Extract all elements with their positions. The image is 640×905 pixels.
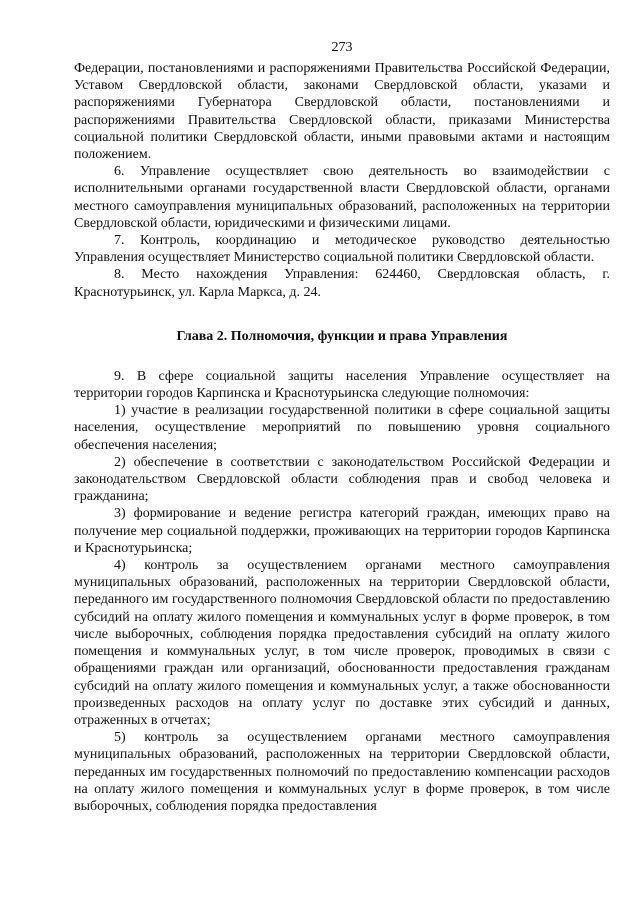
subitem-9-5: 5) контроль за осуществлением органами местного самоуправления муниципальных образований, расположенных на территории Свердловской области, переданных им государственных полномочий по предоставлению компенсации расходов на оплату жилого помещения и коммунальных услуг в форме проверок, в том числе выборочных, соблюдения порядка предоставления	[74, 730, 610, 814]
page-number: 273	[331, 40, 353, 55]
paragraph-item-6: 6. Управление осуществляет свою деятельность во взаимодействии с исполнительными органами государственной власти Свердловской области, органами местного самоуправления муниципальных образований, расположенных на территории Свердловской области, юридическими и физическими лицами.	[74, 164, 610, 231]
paragraph-item-8: 8. Место нахождения Управления: 624460, Свердловская область, г. Краснотурьинск, ул. Карла Маркса, д. 24.	[74, 267, 610, 300]
paragraphs-before-heading	[74, 60, 610, 301]
document-page	[74, 40, 610, 815]
subitem-9-4: 4) контроль за осуществлением органами местного самоуправления муниципальных образований, расположенных на территории Свердловской области, переданного им государственного полномочия Свердловской области по предоставлению субсидий на оплату жилого помещения и коммунальных услуг в форме проверок, в том числе выборочных, соблюдения порядка предоставления субсидий на оплату жилого помещения и коммунальных услуг, в том числе проверок, проводимых в связи с обращениями граждан или организаций, обоснованности предоставления гражданам субсидий на оплату жилого помещения и коммунальных услуг, а также обоснованности произведенных расходов на оплату услуг по доставке этих субсидий и данных, отраженных в отчетах;	[74, 558, 610, 728]
chapter-heading: Глава 2. Полномочия, функции и права Управления	[176, 328, 508, 344]
paragraph-item-9: 9. В сфере социальной защиты населения Управление осуществляет на территории городов Карпинска и Краснотурьинска следующие полномочия:	[74, 368, 610, 402]
subitem-9-1: 1) участие в реализации государственной политики в сфере социальной защиты населения, осуществление мероприятий по повышению уровня социального обеспечения населения;	[74, 403, 610, 453]
subitem-9-2: 2) обеспечение в соответствии с законодательством Российской Федерации и законодательством Свердловской области соблюдения прав и свобод человека и гражданина;	[74, 454, 610, 505]
subitem-9-3: 3) формирование и ведение регистра категорий граждан, имеющих право на получение мер социальной поддержки, проживающих на территории городов Карпинска и Краснотурьинска;	[74, 506, 610, 556]
paragraph-item-7: 7. Контроль, координацию и методическое руководство деятельностью Управления осуществляет Министерство социальной политики Свердловской области.	[74, 233, 610, 266]
paragraphs-after-heading	[74, 368, 610, 815]
paragraph-continuation: Федерации, постановлениями и распоряжениями Правительства Российской Федерации, Уставом Свердловской области, законами Свердловской области, указами и распоряжениями Губернатора Свердловской области, постановлениями и распоряжениями Правительства Свердловской области, приказами Министерства социальной политики Свердловской области, иными правовыми актами и настоящим положением.	[74, 61, 610, 163]
